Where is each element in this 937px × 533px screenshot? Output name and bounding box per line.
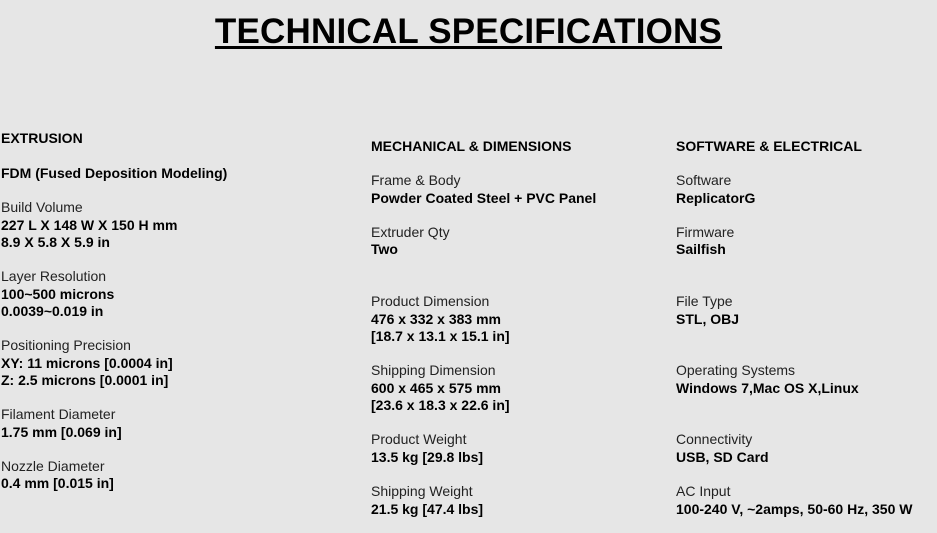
ac-input-value: 100-240 V, ~2amps, 50-60 Hz, 350 W (676, 501, 913, 517)
file-type-value: STL, OBJ (676, 311, 740, 327)
ac-input-label: AC Input (676, 483, 731, 499)
frame-body-label: Frame & Body (371, 172, 461, 188)
positioning-precision-label: Positioning Precision (1, 337, 131, 353)
build-volume-value-mm: 227 L X 148 W X 150 H mm (1, 217, 178, 233)
mechanical-heading: MECHANICAL & DIMENSIONS (371, 138, 572, 154)
product-dimension-value-in: [18.7 x 13.1 x 15.1 in] (371, 328, 510, 344)
extruder-qty-label: Extruder Qty (371, 224, 450, 240)
page-title (0, 10, 937, 54)
frame-body-value: Powder Coated Steel + PVC Panel (371, 190, 597, 206)
filament-diameter-label: Filament Diameter (1, 406, 116, 422)
shipping-weight-label: Shipping Weight (371, 483, 473, 499)
operating-systems-label: Operating Systems (676, 362, 796, 378)
shipping-dimension-value-in: [23.6 x 18.3 x 22.6 in] (371, 397, 510, 413)
extrusion-process: FDM (Fused Deposition Modeling) (1, 165, 228, 181)
software-heading: SOFTWARE & ELECTRICAL (676, 138, 862, 154)
connectivity-value: USB, SD Card (676, 449, 769, 465)
shipping-dimension-label: Shipping Dimension (371, 362, 496, 378)
filament-diameter-value: 1.75 mm [0.069 in] (1, 424, 122, 440)
product-weight-label: Product Weight (371, 431, 467, 447)
nozzle-diameter-label: Nozzle Diameter (1, 458, 105, 474)
software-value: ReplicatorG (676, 190, 756, 206)
product-dimension-value-mm: 476 x 332 x 383 mm (371, 311, 501, 327)
page-title-text: TECHNICAL SPECIFICATIONS (214, 12, 723, 51)
shipping-weight-value: 21.5 kg [47.4 lbs] (371, 501, 484, 517)
build-volume-value-in: 8.9 X 5.8 X 5.9 in (1, 234, 110, 250)
firmware-label: Firmware (676, 224, 735, 240)
positioning-precision-value-xy: XY: 11 microns [0.0004 in] (1, 355, 173, 371)
shipping-dimension-value-mm: 600 x 465 x 575 mm (371, 380, 501, 396)
operating-systems-value: Windows 7,Mac OS X,Linux (676, 380, 859, 396)
file-type-label: File Type (676, 293, 733, 309)
positioning-precision-value-z: Z: 2.5 microns [0.0001 in] (1, 372, 169, 388)
layer-resolution-value-microns: 100~500 microns (1, 286, 115, 302)
product-dimension-label: Product Dimension (371, 293, 490, 309)
extruder-qty-value: Two (371, 241, 398, 257)
layer-resolution-label: Layer Resolution (1, 268, 107, 284)
extrusion-heading: EXTRUSION (1, 130, 83, 146)
build-volume-label: Build Volume (1, 199, 83, 215)
connectivity-label: Connectivity (676, 431, 753, 447)
software-label: Software (676, 172, 732, 188)
nozzle-diameter-value: 0.4 mm [0.015 in] (1, 475, 114, 491)
firmware-value: Sailfish (676, 241, 726, 257)
layer-resolution-value-in: 0.0039~0.019 in (1, 303, 104, 319)
product-weight-value: 13.5 kg [29.8 lbs] (371, 449, 484, 465)
